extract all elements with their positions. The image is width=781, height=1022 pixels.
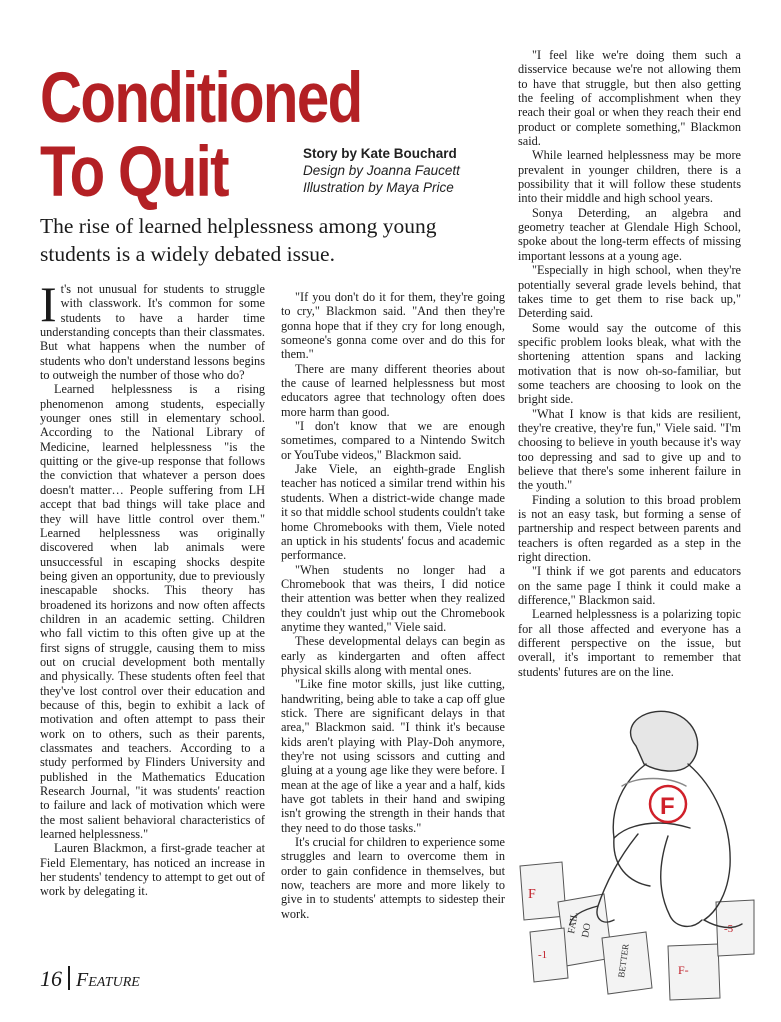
design-credit: Design by Joanna Faucett xyxy=(303,163,460,178)
story-credit: Story by Kate Bouchard xyxy=(303,146,457,161)
paragraph: These developmental delays can begin as early as kindergarten and often affect physical skills along with mental ones. xyxy=(281,634,505,677)
paragraph: "Like fine motor skills, just like cutting, handwriting, being able to take a cap off glue stick. There are significant delays in that area," Blackmon said. "I think it's because kids aren't playing with Play-Doh anymore, they're not using scissors and cutting and gluing at a young age like they were before. I mean at the age of like a year and a half, kids have got tablets in their hand and swiping isn't growing the strength in their hands that they need to do those tasks." xyxy=(281,677,505,835)
paragraph: Finding a solution to this broad problem is not an easy task, but forming a sense of partnership and respect between parents and teachers is often regarded as a step in the right direction. xyxy=(518,492,741,565)
paragraph: While learned helplessness may be more prevalent in younger children, there is a possibility that it will follow these students into their middle and high school years. xyxy=(518,148,741,206)
paragraph: "I feel like we're doing them such a disservice because we're not allowing them to have that struggle, but then also getting the feeling of accomplishment when they reach their goal or when they reach their end product or complete something," Blackmon said. xyxy=(518,48,741,149)
paper-text-better: BETTER xyxy=(616,943,631,979)
deck: The rise of learned helplessness among young students is a widely debated issue. xyxy=(40,214,437,266)
paragraph: It's crucial for children to experience some struggles and learn to overcome them in order to gain confidence in themselves, but now, teachers are more and more likely to give in to students' attempts to sidestep their work. xyxy=(281,835,505,921)
paragraph: "I think if we got parents and educators on the same page I think it could make a difference," Blackmon said. xyxy=(518,564,741,608)
paragraph: t's not unusual for students to struggle with classwork. It's common for some students to have a harder time understanding concepts than their classmates. But what happens when the number of students who don't understand lessons begins to outweigh the number of those who do? xyxy=(40,282,265,383)
illustration-credit: Illustration by Maya Price xyxy=(303,180,454,195)
paragraph: Learned helplessness is a rising phenomenon among students, especially younger ones still in elementary school. According to the National Library of Medicine, learned helplessness "is the quitting or the give-up response that follows the conviction that whatever a person does doesn't matter… People suffering from LH accept that bad things will take place and they will have little control over them." Learned helplessness was originally discovered when lab animals were unsuccessful in escaping shocks despite being given an opportunity, due to previously inescapable shocks. This theory has broadened its horizons and now often affects children in an academic setting. Children who fall victim to this often give up at the first signs of struggle, causing them to miss out on crucial development both mentally and physically. These students often feel that they've lost control over their education and because of this, begin to exhibit a lack of motivation and often attempt to pass their work on to others, such as their parents, classmates and teachers. According to a study performed by Flinders University and published in the Mathematics Education Research Journal, "it was students' reaction to failure and lack of motivation which were the most salient behavioral characteristics of learned helplessness." xyxy=(40,382,265,842)
red-f-grade-mark xyxy=(650,786,686,822)
paragraph: Some would say the outcome of this specific problem looks bleak, what with the shortening attention spans and lacking motivation that is now oh-so-familiar, but some teachers are choosing to look on the bright side. xyxy=(518,320,741,407)
title-line-2: To Quit xyxy=(40,133,228,212)
title-line-1: Conditioned xyxy=(40,59,362,138)
paragraph: Learned helplessness is a polarizing topic for all those affected and everyone has a different perspective on the issue, but overall, it's important to remember that students' futures are on the line. xyxy=(518,607,741,679)
credits xyxy=(303,145,460,196)
paper-mark-f-minus: F- xyxy=(678,963,689,977)
paper-text-do: DO xyxy=(580,922,594,939)
paper-mark-minus-1: -1 xyxy=(538,949,548,961)
column-1 xyxy=(40,276,265,899)
paper-mark-minus-5: -5 xyxy=(724,923,734,935)
paragraph: "When students no longer had a Chromebook that was theirs, I did notice their attention was better when they realized they couldn't just whip out the Chromebook anytime they wanted," Viele said. xyxy=(281,562,505,634)
paragraph: "Especially in high school, when they're potentially several grade levels behind, that takes time to get them to rise back up," Deterding said. xyxy=(518,263,741,321)
paragraph: There are many different theories about the cause of learned helplessness but most educators agree that technology often does more harm than good. xyxy=(281,361,505,419)
grade-f-text: F xyxy=(660,793,675,820)
drop-cap: I xyxy=(40,276,57,332)
page-number: 16 xyxy=(40,966,62,991)
illustration-sitting-figure xyxy=(518,706,756,1006)
paragraph: "I don't know that we are enough sometimes, compared to a Nintendo Switch or YouTube videos," Blackmon said. xyxy=(281,419,505,462)
paragraph: Jake Viele, an eighth-grade English teacher has noticed a similar trend within his students. When a district-wide change made it so that middle school students couldn't take home Chromebooks with them, Viele noted an uptick in his students' focus and academic performance. xyxy=(281,462,505,563)
paragraph: "If you don't do it for them, they're going to cry," Blackmon said. "And then they're gonna hope that if they cry for long enough, someone's gonna come over and do this for them." xyxy=(281,290,505,362)
paragraph: Sonya Deterding, an algebra and geometry teacher at Glendale High School, spoke about the long-term effects of missing important lessons at a young age. xyxy=(518,205,741,263)
paragraph: "What I know is that kids are resilient, they're creative, they're fun," Viele said. "I'm choosing to believe in youth because it's way too depressing and sad to give up and to believe that there's some inherent failure in the youth." xyxy=(518,406,741,493)
paper-mark-f: F xyxy=(528,887,536,902)
folio-divider xyxy=(68,966,70,990)
paragraph: Lauren Blackmon, a first-grade teacher at Field Elementary, has noticed an increase in her students' tendency to attempt to get out of work by delegating it. xyxy=(40,841,265,899)
column-3 xyxy=(518,48,741,679)
section-name: Feature xyxy=(76,969,140,991)
page-folio xyxy=(40,966,140,992)
paper-text-fail: FAIL xyxy=(566,911,581,935)
papers-on-floor xyxy=(520,862,754,1000)
column-2 xyxy=(281,290,505,921)
